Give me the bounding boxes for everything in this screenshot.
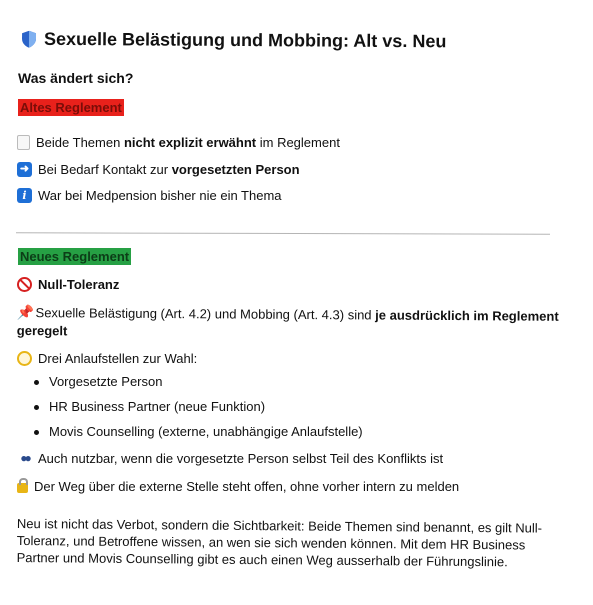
null-tolerance-text: Null-Toleranz: [38, 277, 120, 292]
regulated-item: 📌 Sexuelle Belästigung (Art. 4.2) und Mobbing (Art. 4.3) sind je ausdrücklich im Reglement geregelt: [16, 304, 559, 339]
bullet-dot: [34, 405, 39, 410]
shield-icon: [22, 31, 36, 48]
old-item-1: [17, 134, 340, 152]
old-item-3-text: War bei Medpension bisher nie ein Thema: [38, 188, 282, 203]
arrow-right-icon: ➜: [17, 162, 32, 177]
contact-bullet-3: Movis Counselling (externe, unabhängige Anlaufstelle): [34, 424, 363, 439]
bullet-dot: [34, 430, 39, 435]
section-divider: [16, 232, 550, 234]
old-item-3: [17, 187, 282, 205]
external-item: [17, 478, 459, 496]
contacts-intro-text: Drei Anlaufstellen zur Wahl:: [38, 351, 198, 366]
bullet-dot: [34, 380, 39, 385]
unlocked-icon: [17, 483, 28, 493]
contacts-intro-item: [17, 350, 197, 368]
new-reglement-tag: Neues Reglement: [20, 249, 130, 264]
page-title: [22, 29, 446, 53]
info-icon: i: [17, 188, 32, 203]
pushpin-icon: 📌: [16, 304, 35, 321]
external-text: Der Weg über die externe Stelle steht offen, ohne vorher intern zu melden: [34, 479, 460, 494]
null-tolerance-item: [17, 276, 119, 294]
prohibited-icon: [17, 277, 32, 292]
compass-icon: [17, 351, 32, 366]
subheading: Was ändert sich?: [18, 70, 134, 86]
old-item-1-text: Beide Themen nicht explizit erwähnt im Reglement: [36, 135, 340, 150]
document-icon: [17, 135, 30, 150]
old-reglement-tag: Altes Reglement: [20, 100, 122, 115]
old-item-2-text: Bei Bedarf Kontakt zur vorgesetzten Person: [38, 162, 300, 177]
contact-bullet-1: Vorgesetzte Person: [34, 374, 162, 389]
people-icon: ●●: [20, 451, 29, 465]
contact-bullet-2: HR Business Partner (neue Funktion): [34, 399, 265, 414]
title-text: Sexuelle Belästigung und Mobbing: Alt vs. Neu: [43, 28, 447, 52]
old-item-2: [17, 161, 300, 179]
summary-paragraph: Neu ist nicht das Verbot, sondern die Sichtbarkeit: Beide Themen sind benannt, es gilt Null- Toleranz, und Betroffene wissen, an wen sie sich wenden können. Mit dem HR Business Partner und Movis Counselling gibt es auch einen Weg ausserhalb der Führungslinie.: [16, 515, 543, 570]
usable-item: [17, 450, 443, 468]
usable-text: Auch nutzbar, wenn die vorgesetzte Person selbst Teil des Konflikts ist: [38, 451, 444, 466]
